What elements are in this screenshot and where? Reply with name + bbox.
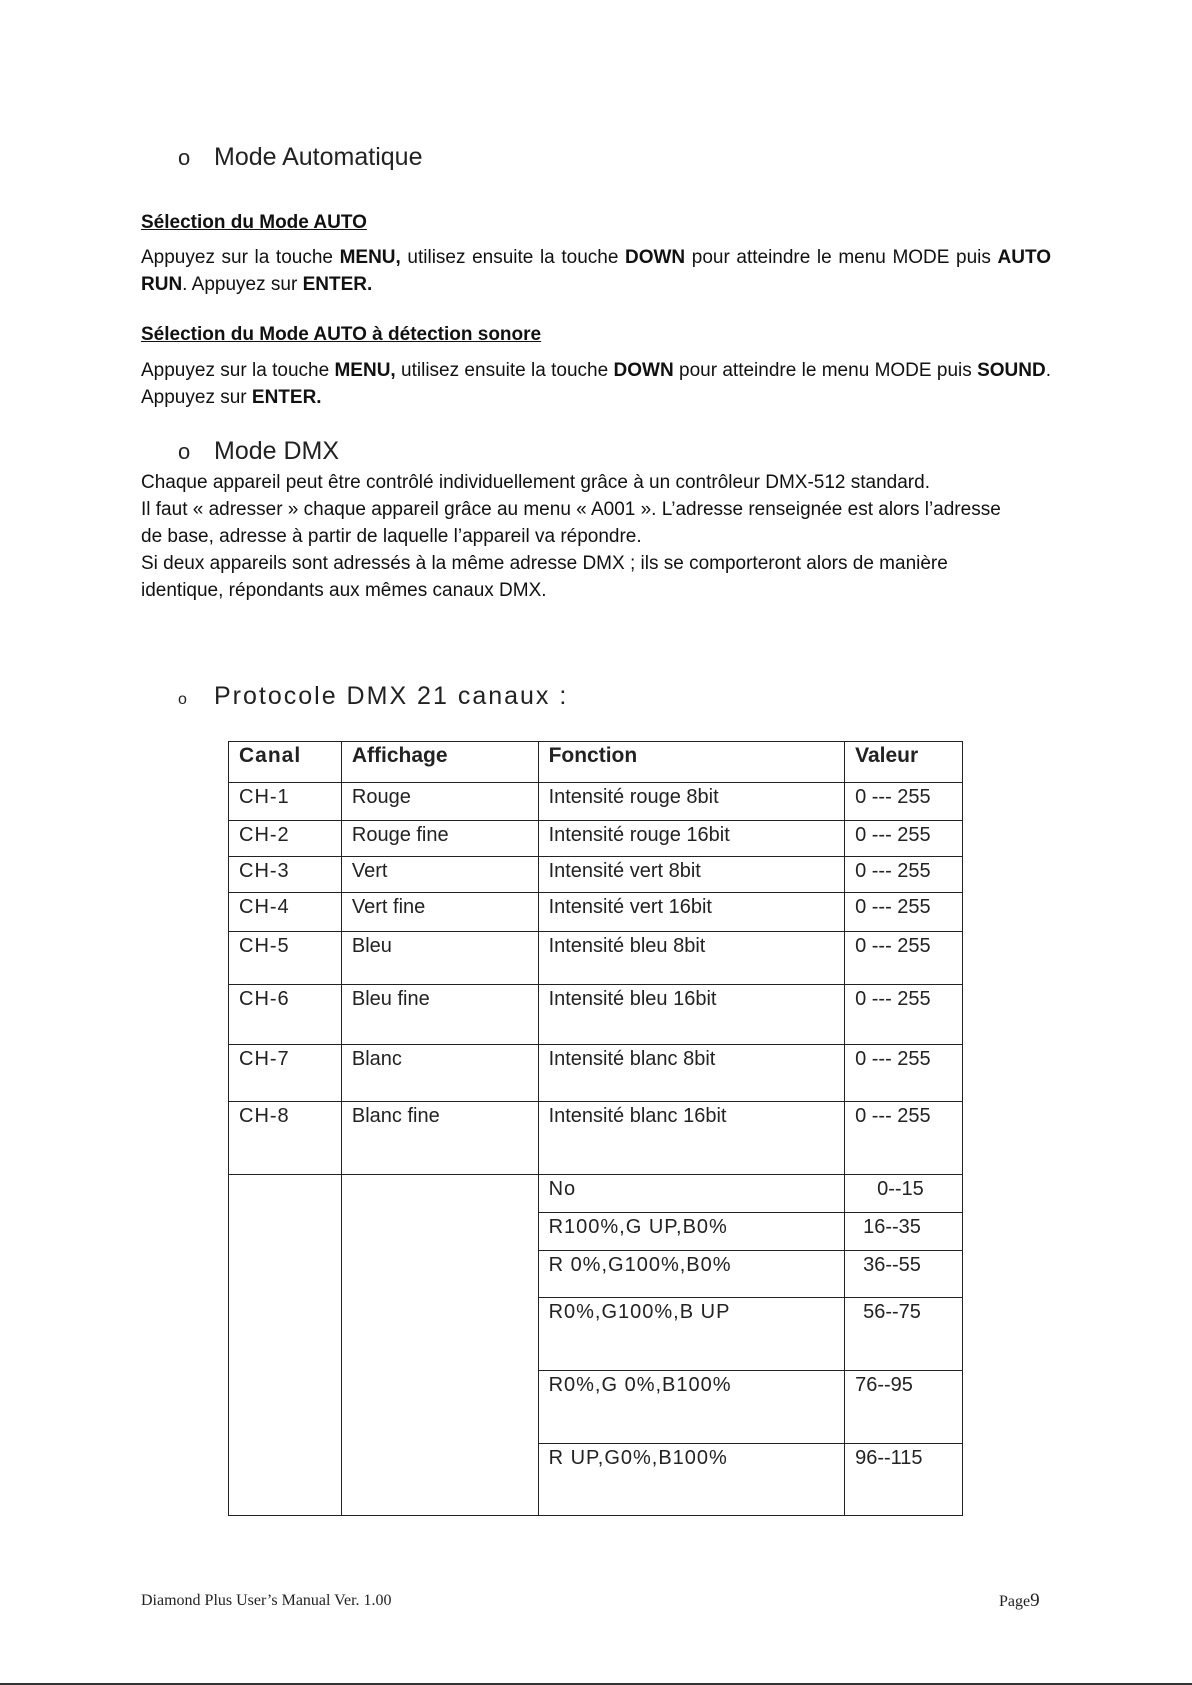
bold-down: DOWN bbox=[613, 360, 674, 381]
cell-fonction: Intensité blanc 16bit bbox=[538, 1102, 845, 1175]
text-run: utilisez ensuite la touche bbox=[395, 360, 614, 381]
section-heading-auto-text: Mode Automatique bbox=[214, 143, 423, 171]
cell-canal: CH-3 bbox=[229, 857, 342, 893]
bold-down: DOWN bbox=[625, 247, 686, 268]
page-number: 9 bbox=[1030, 1590, 1040, 1611]
header-canal: Canal bbox=[229, 742, 342, 783]
table-row bbox=[229, 783, 963, 821]
cell-affichage: Vert fine bbox=[341, 893, 538, 932]
cell-fonction: R0%,G 0%,B100% bbox=[538, 1371, 845, 1444]
dmx-line: Chaque appareil peut être contrôlé individuellement grâce à un contrôleur DMX-512 standard. bbox=[141, 472, 930, 493]
text-run: . Appuyez sur bbox=[141, 360, 1051, 408]
cell-fonction: R0%,G100%,B UP bbox=[538, 1298, 845, 1371]
cell-valeur: 0 --- 255 bbox=[845, 1045, 963, 1102]
cell-fonction: Intensité bleu 16bit bbox=[538, 985, 845, 1045]
cell-valeur: 0 --- 255 bbox=[845, 893, 963, 932]
cell-valeur: 0 --- 255 bbox=[845, 932, 963, 985]
table-row bbox=[229, 985, 963, 1045]
dmx-channel-table bbox=[228, 741, 963, 1516]
cell-valeur: 76--95 bbox=[845, 1371, 963, 1444]
dmx-line: identique, répondants aux mêmes canaux DMX. bbox=[141, 580, 547, 601]
cell-canal: CH-8 bbox=[229, 1102, 342, 1175]
header-valeur: Valeur bbox=[845, 742, 963, 783]
bullet-icon: o bbox=[178, 691, 187, 708]
cell-affichage: Rouge bbox=[341, 783, 538, 821]
text-run: . Appuyez sur bbox=[182, 274, 303, 295]
cell-valeur: 0 --- 255 bbox=[845, 783, 963, 821]
table-header-row bbox=[229, 742, 963, 783]
cell-valeur: 0 --- 255 bbox=[845, 857, 963, 893]
bold-menu: MENU, bbox=[334, 360, 396, 381]
cell-canal: CH-1 bbox=[229, 783, 342, 821]
cell-affichage: Blanc bbox=[341, 1045, 538, 1102]
table-row bbox=[229, 1102, 963, 1175]
cell-canal: CH-4 bbox=[229, 893, 342, 932]
cell-affichage: Vert bbox=[341, 857, 538, 893]
subheading-auto-selection: Sélection du Mode AUTO bbox=[141, 212, 367, 233]
paragraph-auto-selection bbox=[141, 244, 1051, 298]
cell-valeur: 16--35 bbox=[845, 1213, 963, 1251]
cell-fonction: R 0%,G100%,B0% bbox=[538, 1251, 845, 1298]
cell-canal: CH-5 bbox=[229, 932, 342, 985]
section-heading-auto bbox=[178, 143, 422, 172]
text-run: pour atteindre le menu MODE puis bbox=[673, 360, 978, 381]
dmx-line: Il faut « adresser » chaque appareil grâce au menu « A001 ». L’adresse renseignée est alors l’adresse bbox=[141, 499, 1001, 520]
cell-fonction: Intensité blanc 8bit bbox=[538, 1045, 845, 1102]
cell-canal: CH-2 bbox=[229, 821, 342, 857]
cell-fonction: Intensité vert 8bit bbox=[538, 857, 845, 893]
cell-valeur: 0--15 bbox=[845, 1175, 963, 1213]
bold-auto-run: AUTO RUN bbox=[141, 247, 1051, 295]
text-run: pour atteindre le menu MODE puis bbox=[685, 247, 998, 268]
cell-affichage: Rouge fine bbox=[341, 821, 538, 857]
cell-valeur: 96--115 bbox=[845, 1444, 963, 1516]
cell-fonction: Intensité vert 16bit bbox=[538, 893, 845, 932]
subheading-auto-sound: Sélection du Mode AUTO à détection sonore bbox=[141, 324, 542, 345]
cell-fonction: R UP,G0%,B100% bbox=[538, 1444, 845, 1516]
bold-enter: ENTER. bbox=[302, 274, 373, 295]
cell-canal: CH-7 bbox=[229, 1045, 342, 1102]
cell-affichage: Blanc fine bbox=[341, 1102, 538, 1175]
cell-valeur: 0 --- 255 bbox=[845, 821, 963, 857]
text-run: utilisez ensuite la touche bbox=[400, 247, 625, 268]
cell-fonction: Intensité bleu 8bit bbox=[538, 932, 845, 985]
header-fonction: Fonction bbox=[538, 742, 845, 783]
cell-valeur: 0 --- 255 bbox=[845, 1102, 963, 1175]
footer-page-number bbox=[999, 1590, 1040, 1612]
paragraph-auto-sound bbox=[141, 357, 1051, 411]
section-heading-dmx-text: Mode DMX bbox=[214, 437, 340, 465]
section-heading-dmx bbox=[178, 437, 339, 466]
paragraph-dmx bbox=[141, 469, 1051, 604]
table-row bbox=[229, 1175, 963, 1213]
bold-sound: SOUND bbox=[977, 360, 1046, 381]
bold-enter: ENTER. bbox=[251, 387, 322, 408]
dmx-line: Si deux appareils sont adressés à la même adresse DMX ; ils se comporteront alors de manière bbox=[141, 553, 948, 574]
bullet-icon: o bbox=[178, 439, 191, 464]
table-row bbox=[229, 1045, 963, 1102]
bold-menu: MENU, bbox=[339, 247, 401, 268]
cell-fonction: Intensité rouge 16bit bbox=[538, 821, 845, 857]
cell-canal: CH-6 bbox=[229, 985, 342, 1045]
cell-affichage: Bleu bbox=[341, 932, 538, 985]
table-row bbox=[229, 893, 963, 932]
footer-manual-title: Diamond Plus User’s Manual Ver. 1.00 bbox=[141, 1592, 392, 1609]
cell-valeur: 56--75 bbox=[845, 1298, 963, 1371]
section-heading-protocol bbox=[178, 682, 568, 711]
cell-valeur: 0 --- 255 bbox=[845, 985, 963, 1045]
dmx-line: de base, adresse à partir de laquelle l’appareil va répondre. bbox=[141, 526, 642, 547]
cell-fonction: No bbox=[538, 1175, 845, 1213]
section-heading-protocol-text: Protocole DMX 21 canaux : bbox=[214, 682, 569, 710]
table-row bbox=[229, 821, 963, 857]
table-row bbox=[229, 932, 963, 985]
text-run: Appuyez sur la touche bbox=[141, 360, 335, 381]
text-run: Appuyez sur la touche bbox=[141, 247, 340, 268]
cell-affichage: Bleu fine bbox=[341, 985, 538, 1045]
page-label: Page bbox=[999, 1593, 1031, 1610]
cell-fonction: Intensité rouge 8bit bbox=[538, 783, 845, 821]
bullet-icon: o bbox=[178, 145, 191, 170]
cell-affichage-empty bbox=[341, 1175, 538, 1516]
cell-canal-empty bbox=[229, 1175, 342, 1516]
table-row bbox=[229, 857, 963, 893]
cell-fonction: R100%,G UP,B0% bbox=[538, 1213, 845, 1251]
cell-valeur: 36--55 bbox=[845, 1251, 963, 1298]
header-affichage: Affichage bbox=[341, 742, 538, 783]
